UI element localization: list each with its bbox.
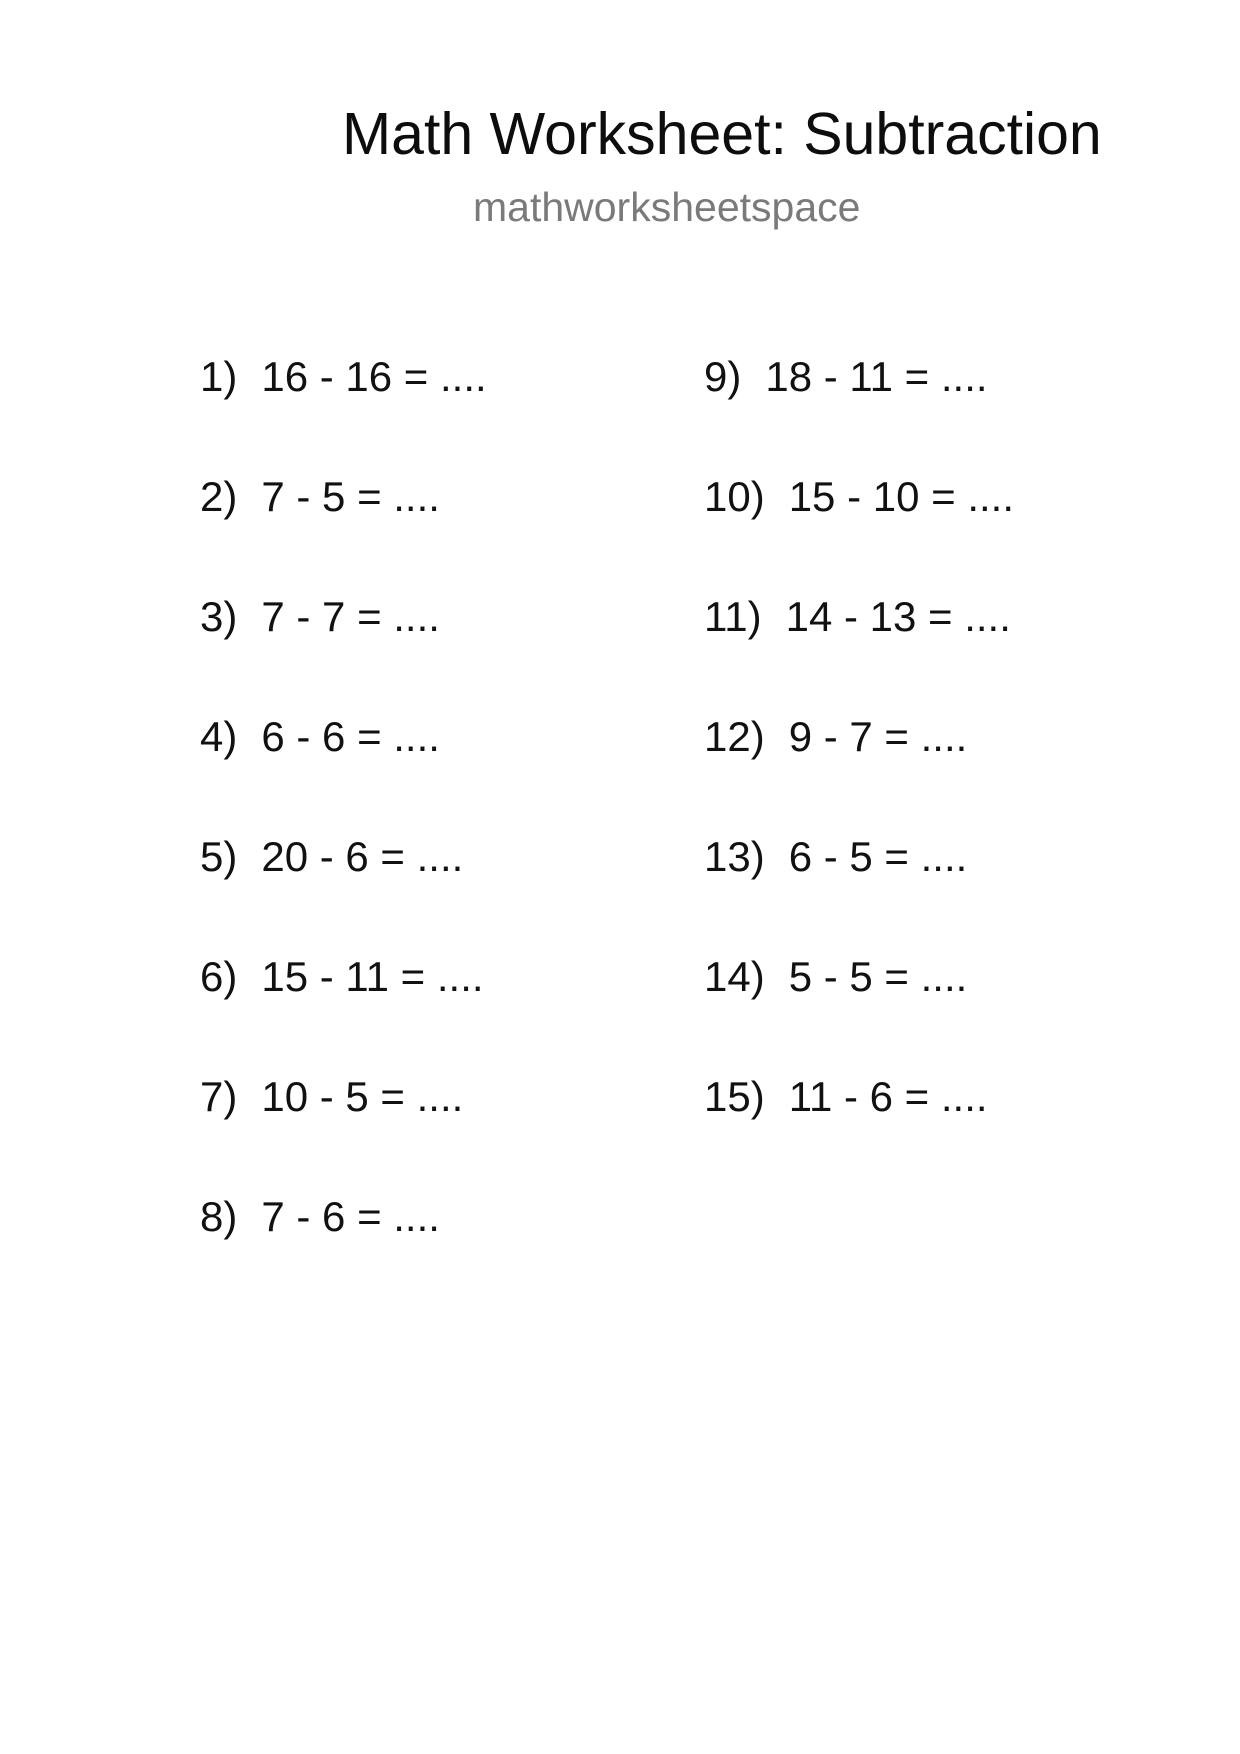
problem-item xyxy=(200,592,440,642)
problem-expression: 5 - 5 = .... xyxy=(788,953,968,1000)
problem-number: 2) xyxy=(200,473,238,520)
problem-expression: 7 - 6 = .... xyxy=(261,1193,440,1240)
problem-number: 5) xyxy=(200,833,238,880)
problem-expression: 20 - 6 = .... xyxy=(261,833,464,880)
problem-expression: 14 - 13 = .... xyxy=(785,593,1011,640)
problem-expression: 16 - 16 = .... xyxy=(261,353,487,400)
worksheet-title: Math Worksheet: Subtraction xyxy=(342,101,1102,167)
problem-number: 15) xyxy=(704,1073,765,1120)
problem-item xyxy=(704,1072,988,1122)
problem-number: 9) xyxy=(704,353,742,400)
problem-item xyxy=(704,832,967,882)
problem-item xyxy=(200,952,484,1002)
problem-number: 8) xyxy=(200,1193,238,1240)
problem-expression: 15 - 11 = .... xyxy=(261,953,484,1000)
problem-expression: 6 - 5 = .... xyxy=(788,833,968,880)
problem-expression: 7 - 7 = .... xyxy=(261,593,440,640)
problem-item xyxy=(704,592,1011,642)
problem-item xyxy=(704,712,967,762)
problem-item xyxy=(704,352,988,402)
problem-number: 10) xyxy=(704,473,765,520)
problem-item xyxy=(200,1192,440,1242)
problem-item xyxy=(200,712,440,762)
problem-item xyxy=(704,952,967,1002)
problem-number: 4) xyxy=(200,713,238,760)
problem-item xyxy=(704,472,1014,522)
problem-expression: 6 - 6 = .... xyxy=(261,713,440,760)
problem-number: 12) xyxy=(704,713,765,760)
problem-expression: 18 - 11 = .... xyxy=(765,353,988,400)
problem-number: 1) xyxy=(200,353,238,400)
problem-expression: 9 - 7 = .... xyxy=(788,713,968,760)
worksheet-subtitle: mathworksheetspace xyxy=(473,184,861,230)
problem-expression: 7 - 5 = .... xyxy=(261,473,440,520)
problem-expression: 15 - 10 = .... xyxy=(788,473,1015,520)
problem-item xyxy=(200,472,440,522)
problem-number: 13) xyxy=(704,833,765,880)
problem-item xyxy=(200,352,487,402)
problem-expression: 11 - 6 = .... xyxy=(788,1073,988,1120)
problem-number: 6) xyxy=(200,953,238,1000)
problem-number: 7) xyxy=(200,1073,238,1120)
problem-number: 11) xyxy=(704,593,762,640)
problem-item xyxy=(200,832,463,882)
problem-number: 3) xyxy=(200,593,238,640)
problem-expression: 10 - 5 = .... xyxy=(261,1073,464,1120)
problem-number: 14) xyxy=(704,953,765,1000)
problem-item xyxy=(200,1072,463,1122)
